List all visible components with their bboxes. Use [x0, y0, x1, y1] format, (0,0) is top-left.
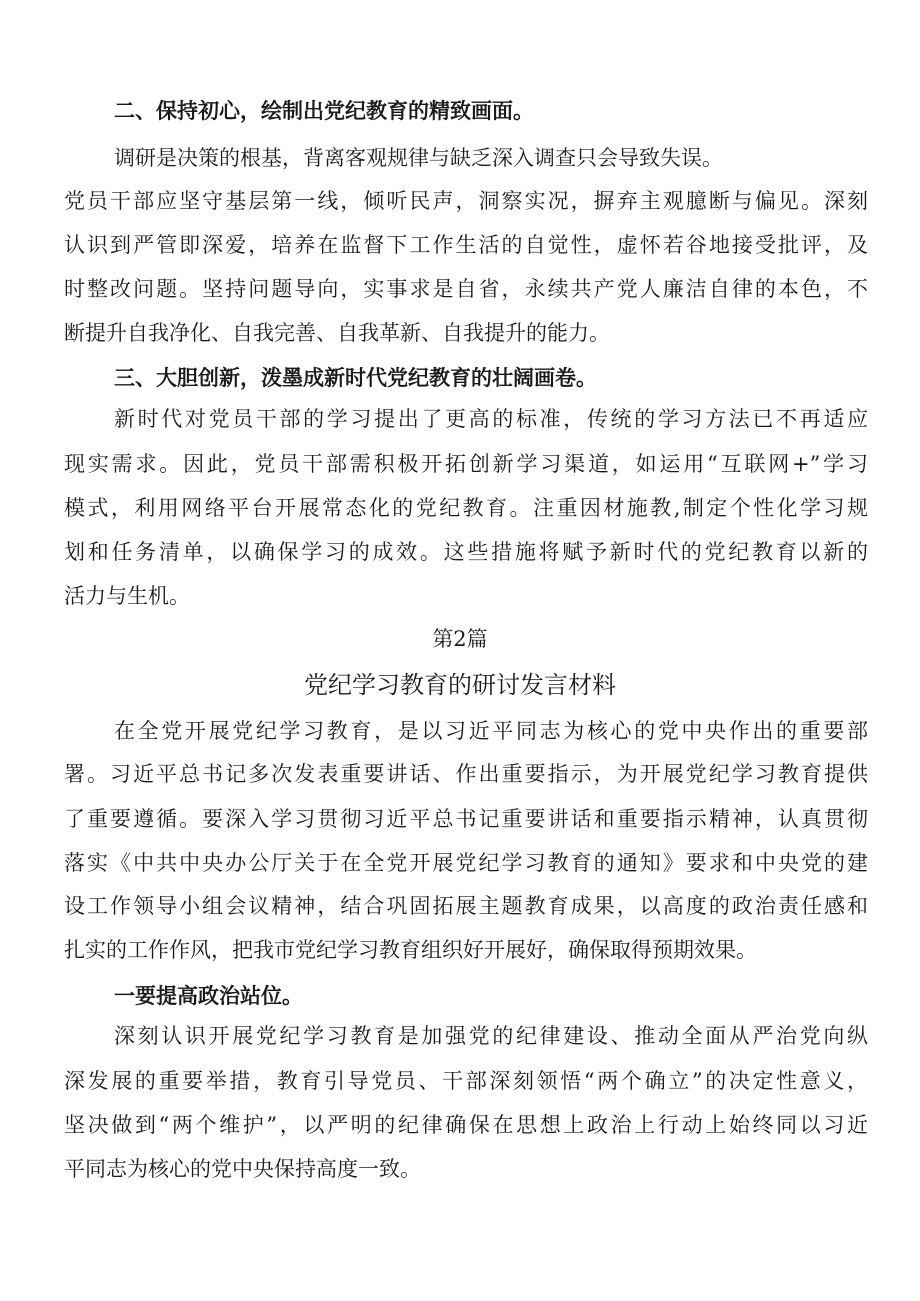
part-label: 第2篇	[432, 627, 488, 651]
paragraph-line: 新时代对党员干部的学习提出了更高的标准，传统的学习方法已不再适应	[114, 407, 868, 431]
paragraph-line: 深刻认识开展党纪学习教育是加强党的纪律建设、推动全面从严治党向纵	[114, 1024, 868, 1048]
paragraph-line: 划和任务清单，以确保学习的成效。这些措施将赋予新时代的党纪教育以新的	[64, 540, 868, 564]
paragraph-line: 署。习近平总书记多次发表重要讲话、作出重要指示，为开展党纪学习教育提供	[64, 762, 868, 786]
paragraph-line: 扎实的工作作风，把我市党纪学习教育组织好开展好，确保取得预期效果。	[64, 938, 757, 962]
section-heading-3: 三、大胆创新，泼墨成新时代党纪教育的壮阔画卷。	[114, 366, 597, 390]
paragraph-line: 认识到严管即深爱，培养在监督下工作生活的自觉性，虚怀若谷地接受批评，及	[64, 233, 868, 257]
paragraph-line: 断提升自我净化、自我完善、自我革新、自我提升的能力。	[64, 321, 610, 345]
paragraph-line: 党员干部应坚守基层第一线，倾听民声，洞察实况，摒弃主观臆断与偏见。深刻	[64, 189, 868, 213]
paragraph-line: 活力与生机。	[64, 584, 190, 608]
paragraph-line: 调研是决策的根基，背离客观规律与缺乏深入调查只会导致失误。	[114, 146, 723, 170]
paragraph-line: 现实需求。因此，党员干部需积极开拓创新学习渠道，如运用“互联网+”学习	[64, 452, 868, 476]
section-heading-2: 二、保持初心，绘制出党纪教育的精致画面。	[114, 99, 534, 123]
paragraph-line: 落实《中共中央办公厅关于在全党开展党纪学习教育的通知》要求和中央党的建	[64, 851, 868, 875]
paragraph-line: 了重要遵循。要深入学习贯彻习近平总书记重要讲话和重要指示精神，认真贯彻	[64, 807, 868, 831]
paragraph-line: 时整改问题。坚持问题导向，实事求是自省，永续共产党人廉洁自律的本色，不	[64, 277, 868, 301]
point-heading-1: 一要提高政治站位。	[114, 984, 303, 1008]
paragraph-line: 设工作领导小组会议精神，结合巩固拓展主题教育成果，以高度的政治责任感和	[64, 894, 868, 918]
paragraph-line: 在全党开展党纪学习教育，是以习近平同志为核心的党中央作出的重要部	[114, 719, 868, 743]
document-title: 党纪学习教育的研讨发言材料	[304, 671, 616, 699]
paragraph-line: 模式，利用网络平台开展常态化的党纪教育。注重因材施教,制定个性化学习规	[64, 496, 868, 520]
paragraph-line: 深发展的重要举措，教育引导党员、干部深刻领悟“两个确立”的决定性意义，	[64, 1069, 868, 1093]
paragraph-line: 平同志为核心的党中央保持高度一致。	[64, 1157, 421, 1181]
paragraph-line: 坚决做到“两个维护”，以严明的纪律确保在思想上政治上行动上始终同以习近	[64, 1113, 868, 1137]
